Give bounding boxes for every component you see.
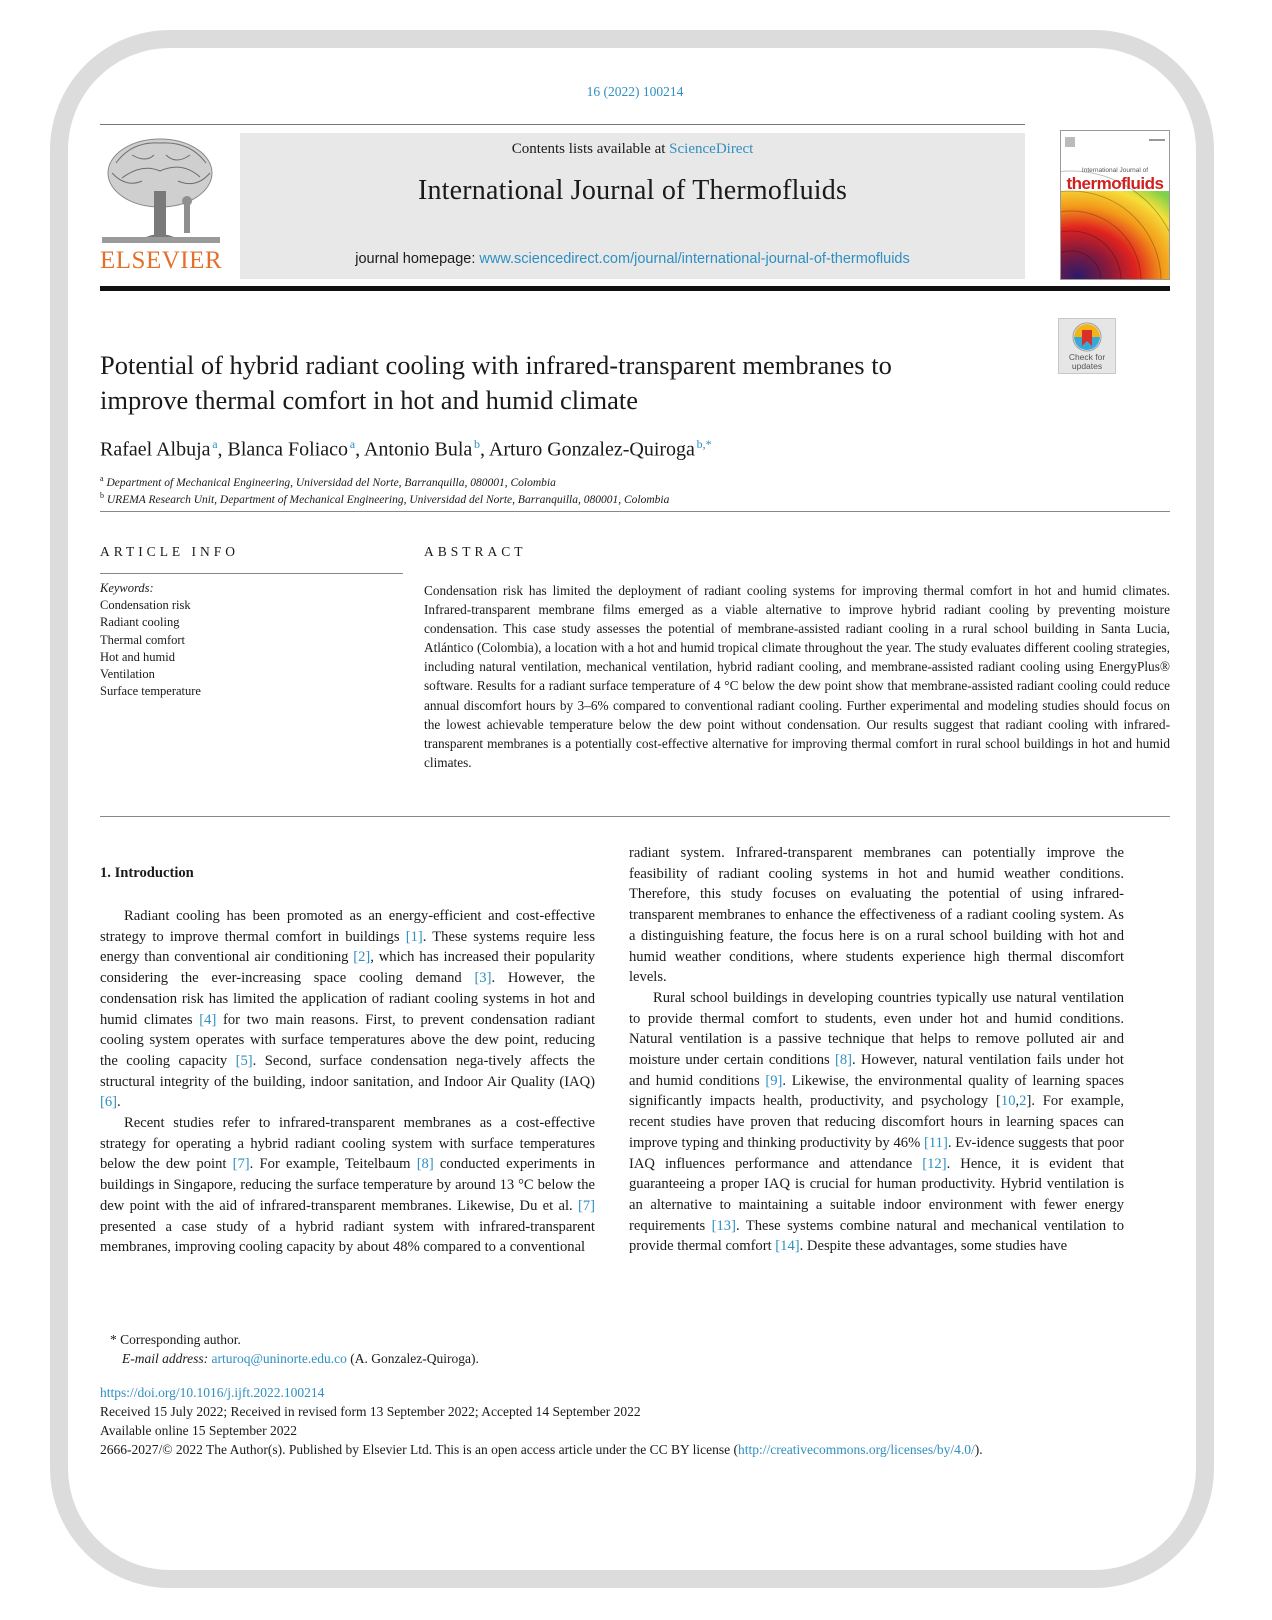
email-label: E-mail address: (122, 1351, 212, 1366)
citation-link[interactable]: [7] (232, 1156, 250, 1173)
text-run: . Hence, it is evident that guaranteeing a proper IAQ is crucial for human productivity. Hybrid ventilation is an alternative to maintaining a suitable indoor environment with fewer energy requirements (629, 1155, 1124, 1234)
text-run: . (117, 1094, 121, 1111)
crossmark-label-line2: updates (1071, 361, 1103, 371)
article-footer (100, 1383, 1175, 1459)
keyword: Radiant cooling (100, 615, 180, 630)
masthead-rule (100, 286, 1170, 291)
affiliation-b (100, 491, 669, 506)
text-run: Recent studies refer to infrared-transparent membranes as a cost-effective strategy for operating a hybrid radiant cooling system with surface temperatures below the dew point (100, 1115, 595, 1173)
license-line (100, 1440, 1175, 1459)
affiliation-text: Department of Mechanical Engineering, Universidad del Norte, Barranquilla, 080001, Colombia (106, 476, 556, 489)
text-run: . Likewise, the environmental quality of learning spaces significantly impacts health, productivity, and psychology [ (629, 1072, 1124, 1110)
text-run: presented a case study of a hybrid radiant system with infrared-transparent membranes, improving cooling capacity by about 48% compared to a conventional (100, 1218, 595, 1256)
text-run: , (1015, 1093, 1020, 1110)
author-name[interactable]: Arturo Gonzalez-Quiroga (488, 438, 695, 461)
abstract-text: Condensation risk has limited the deployment of radiant cooling systems for improving thermal comfort in hot and humid climates. Infrared-transparent membrane films emerged as a viable alternative to improve hybrid radiant cooling by preventing moisture condensation. This case study assesses the potential of membrane-assisted radiant cooling in a rural school building in Santa Lucia, Atlántico (Colombia), a location with a hot and humid tropical climate throughout the year. The study evaluates different cooling strategies, including natural ventilation, mechanical ventilation, hybrid radiant cooling, and membrane-assisted radiant cooling using EnergyPlus® software. Results for a radiant surface temperature of 4 °C below the dew point show that membrane-assisted radiant cooling could reduce annual discomfort hours by 3–6% compared to conventional radiant cooling. Further experimental and modeling studies should focus on the lowest achievable temperature below the dew point without condensation. Our results suggest that radiant cooling with infrared-transparent membranes is a potentially cost-effective alternative for improving thermal comfort in rural school buildings in hot and humid climates. (424, 583, 1170, 770)
paragraph (100, 1113, 595, 1258)
received-dates: Received 15 July 2022; Received in revised form 13 September 2022; Accepted 14 September 2022 (100, 1404, 641, 1419)
doi-link[interactable]: https://doi.org/10.1016/j.ijft.2022.100214 (100, 1385, 325, 1400)
author-affil-mark[interactable]: a (349, 437, 356, 451)
crossmark-icon (1071, 321, 1103, 353)
citation-link[interactable]: [8] (835, 1052, 853, 1069)
article-title (100, 348, 1020, 418)
citation-link[interactable]: [9] (765, 1072, 783, 1089)
paragraph (629, 988, 1124, 1257)
author-affil-mark[interactable]: a (212, 437, 218, 451)
text-run: conducted experiments in buildings in Singapore, reducing the surface temperature by around 13 °C below the dew point with the aid of infrared-transparent membranes. Likewise, Du et al. (100, 1156, 595, 1214)
text-run: ]. For example, recent studies have proven that reducing discomfort hours in learning spaces can improve typing and thinking productivity by 46% (629, 1093, 1124, 1151)
text-run: Rural school buildings in developing countries typically use natural ventilation to provide thermal comfort to students, even under hot and humid conditions. Natural ventilation is a passive technique that helps to remove polluted air and moisture under certain conditions (629, 989, 1124, 1069)
crossmark-label-line1: Check for (1068, 352, 1106, 362)
keyword: Condensation risk (100, 598, 191, 613)
citation-link[interactable]: [2] (353, 949, 371, 966)
text-run: . For example, Teitelbaum (249, 1156, 417, 1173)
text-run: . However, the condensation risk has limited the application of radiant cooling systems in hot and humid climates (100, 970, 595, 1028)
citation-link[interactable]: [8] (416, 1156, 434, 1173)
running-head[interactable]: 16 (2022) 100214 (586, 84, 684, 99)
license-prefix: 2666-2027/© 2022 The Author(s). Published by Elsevier Ltd. This is an open access article under the CC BY license ( (100, 1442, 739, 1457)
affiliation-a (100, 474, 556, 489)
keyword: Surface temperature (100, 684, 201, 699)
author-affil-mark[interactable]: b (473, 437, 480, 451)
license-link[interactable]: http://creativecommons.org/licenses/by/4.0/ (738, 1442, 975, 1457)
abstract-rule (100, 816, 1170, 817)
citation-link[interactable]: 10 (1000, 1093, 1016, 1110)
footnote-email-line (100, 1349, 479, 1368)
elsevier-logo[interactable] (100, 133, 222, 279)
cover-title: thermofluids (1066, 174, 1164, 193)
text-run: radiant system. Infrared-transparent membranes can potentially improve the feasibility of radiant cooling systems in hot and humid weather conditions. Therefore, this study focuses on evaluating the potential of using infrared-transparent membranes to enhance the effectiveness of a radiant cooling system. As a distinguishing feature, the focus here is on a rural school building with hot and humid weather conditions, where students experience high thermal discomfort levels. (629, 845, 1124, 986)
tree-logo-icon (102, 133, 220, 245)
homepage-prefix: journal homepage: (355, 251, 480, 267)
affiliation-mark: a (100, 474, 104, 483)
contents-prefix: Contents lists available at (511, 141, 670, 157)
author-name[interactable]: Blanca Foliaco (227, 438, 349, 461)
publisher-name: ELSEVIER (100, 247, 223, 274)
license-suffix: ). (974, 1442, 983, 1457)
abstract-heading: ABSTRACT (424, 544, 527, 559)
keyword: Thermal comfort (100, 632, 186, 647)
author-name[interactable]: Antonio Bula (363, 438, 473, 461)
title-line-1: Potential of hybrid radiant cooling with infrared-transparent membranes to (100, 350, 892, 380)
citation-link[interactable]: [13] (711, 1217, 736, 1234)
email-suffix: (A. Gonzalez-Quiroga). (346, 1351, 479, 1366)
citation-link[interactable]: [4] (199, 1011, 217, 1028)
paragraph (629, 843, 1124, 988)
citation-link[interactable]: 2 (1019, 1093, 1027, 1110)
citation-link[interactable]: [14] (775, 1238, 800, 1255)
check-for-updates-badge[interactable] (1058, 318, 1116, 374)
author-affil-mark[interactable]: b,* (696, 437, 712, 451)
body-column-left (100, 906, 595, 1258)
section-heading-introduction: 1. Introduction (100, 865, 194, 881)
article-info-heading: ARTICLE INFO (100, 544, 240, 559)
citation-link[interactable]: [5] (235, 1052, 253, 1069)
citation-link[interactable]: [7] (577, 1197, 595, 1214)
cover-art (1061, 131, 1170, 280)
text-run: . Despite these advantages, some studies have (799, 1238, 1068, 1255)
sciencedirect-link[interactable]: ScienceDirect (669, 141, 754, 157)
crossmark-label (1059, 353, 1115, 371)
journal-cover[interactable] (1060, 130, 1170, 280)
cover-caption: International Journal of (1081, 167, 1149, 174)
text-run: . Second, surface condensation nega-tively affects the structural integrity of the building, indoor sanitation, and Indoor Air Quality (IAQ) (100, 1052, 595, 1090)
paragraph (100, 906, 595, 1113)
author-name[interactable]: Rafael Albuja (100, 438, 211, 461)
affiliation-text: UREMA Research Unit, Department of Mechanical Engineering, Universidad del Norte, Barranquilla, 080001, Colombia (106, 493, 670, 506)
title-line-2: improve thermal comfort in hot and humid climate (100, 385, 638, 415)
available-online: Available online 15 September 2022 (100, 1423, 297, 1438)
text-run: . Ev-idence suggests that poor IAQ influences performance and attendance (629, 1134, 1124, 1172)
citation-link[interactable]: [11] (924, 1134, 948, 1151)
contents-line (240, 141, 1025, 158)
corresponding-author-footnote (100, 1330, 479, 1368)
journal-homepage-link[interactable]: www.sciencedirect.com/journal/international-journal-of-thermofluids (479, 251, 910, 267)
author-list: Rafael Albuja $^a$, Blanca Foliaco $^a$, Antonio Bula $^b$, Arturo Gonzalez-Quiroga $^{b,*}$ (100, 437, 712, 461)
citation-link[interactable]: [3] (474, 970, 492, 987)
keywords-rule (100, 573, 403, 574)
journal-masthead (240, 133, 1025, 279)
citation-link[interactable]: [12] (922, 1155, 947, 1172)
keywords-list (100, 580, 201, 700)
keyword: Ventilation (100, 667, 155, 682)
keyword: Hot and humid (100, 649, 175, 664)
journal-title[interactable]: International Journal of Thermofluids (417, 175, 848, 206)
keywords-label: Keywords: (100, 581, 154, 595)
text-run: , which has increased their popularity considering the ever-increasing space cooling demand (100, 949, 595, 987)
text-run: for two main reasons. First, to prevent condensation radiant cooling system operates with surface temperatures above the dew point, reducing the cooling capacity (100, 1011, 595, 1069)
text-run: . However, natural ventilation fails under hot and humid conditions (629, 1052, 1124, 1089)
footnote-line: * Corresponding author. (110, 1332, 241, 1347)
citation-link[interactable]: [6] (100, 1094, 118, 1111)
text-run: . These systems require less energy than conventional air conditioning (100, 928, 596, 966)
text-run: Radiant cooling has been promoted as an energy-efficient and cost-effective strategy to improve thermal comfort in buildings (100, 908, 595, 945)
affiliation-rule (100, 511, 1170, 512)
text-run: . These systems combine natural and mechanical ventilation to provide thermal comfort (629, 1217, 1124, 1255)
homepage-line (240, 251, 1025, 267)
affiliation-mark: b (100, 491, 104, 500)
body-column-right (629, 843, 1124, 1257)
header-rule (100, 124, 1025, 125)
citation-link[interactable]: [1] (405, 928, 423, 945)
author-email-link[interactable]: arturoq@uninorte.edu.co (211, 1351, 347, 1366)
